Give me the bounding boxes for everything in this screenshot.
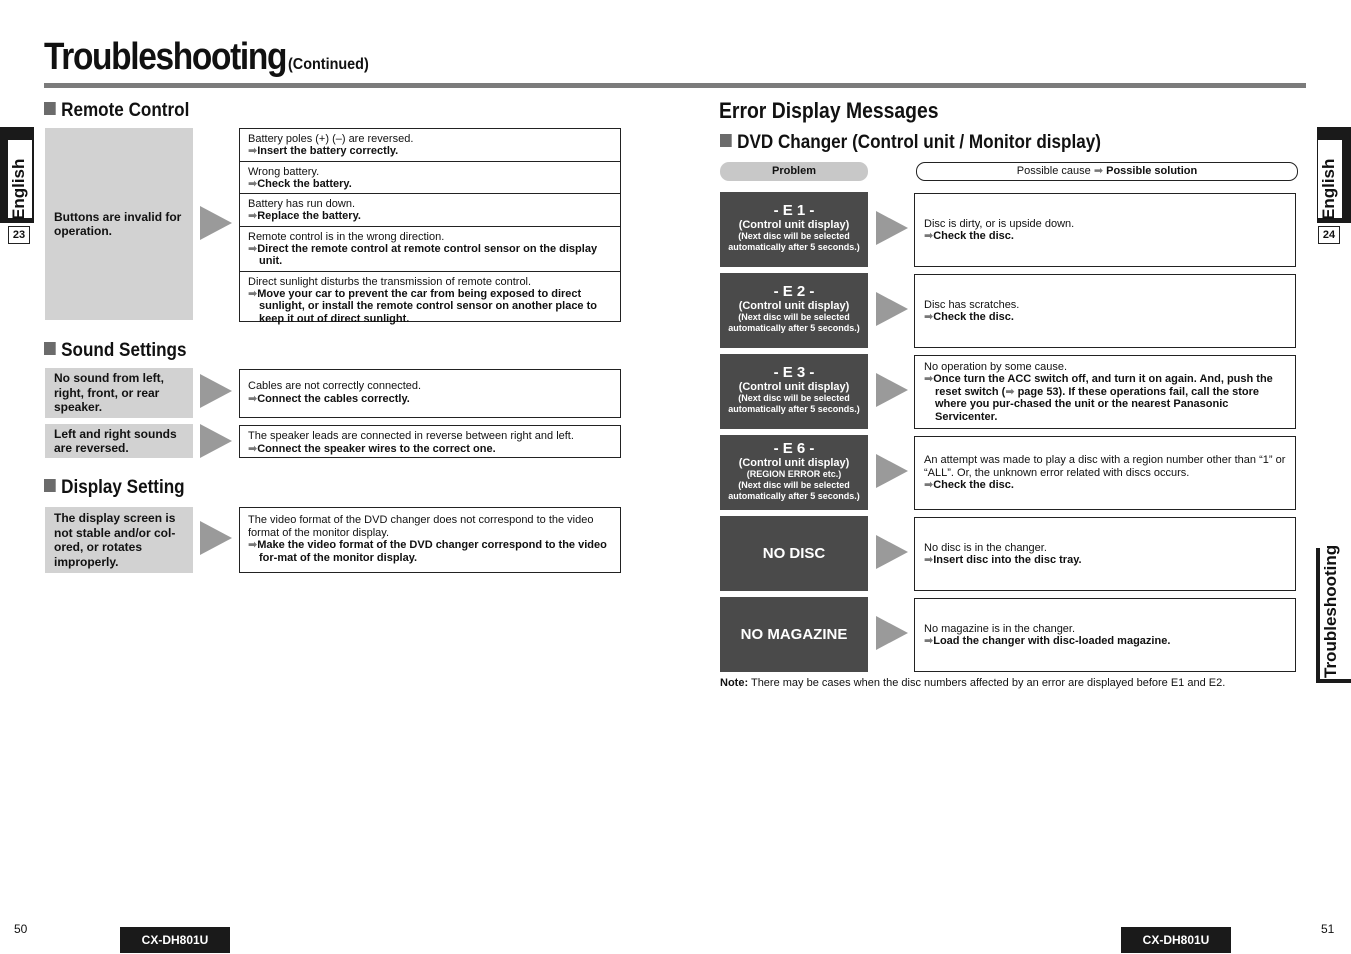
right-language-label: English [1319, 158, 1338, 220]
section-dvd-changer: DVD Changer (Control unit / Monitor display) [720, 132, 1101, 154]
arrow-right-icon [876, 535, 908, 569]
left-language-label: English [9, 158, 28, 220]
cause-solution-column-header: Possible cause ➡ Possible solution [916, 162, 1298, 181]
remote-row: Battery poles (+) (–) are reversed. ➡Insert the battery correctly. [240, 129, 620, 162]
remote-row: Direct sunlight disturbs the transmission of remote control. ➡Move your car to prevent the car from being exposed to direct sunlight, or install the remote control sensor on another place to keep it out of direct sunlight. [248, 275, 597, 325]
display-problem: The display screen is not stable and/or col-ored, or rotates improperly. [45, 507, 193, 573]
remote-row: Wrong battery. ➡Check the battery. [240, 162, 620, 195]
square-bullet-icon [44, 479, 56, 492]
error-solution-box: Disc has scratches. ➡Check the disc. [914, 274, 1296, 348]
error-code-box: - E 2 - (Control unit display) (Next disc will be selected automatically after 5 seconds.) [720, 273, 868, 348]
arrow-right-icon [200, 521, 232, 555]
error-solution-box: Disc is dirty, or is upside down. ➡Check the disc. [914, 193, 1296, 267]
sound-solution-box: Cables are not correctly connected. ➡Connect the cables correctly. [239, 369, 621, 418]
error-code-box: - E 1 - (Control unit display) (Next disc will be selected automatically after 5 seconds.) [720, 192, 868, 267]
error-code-box: - E 6 - (Control unit display) (REGION ERROR etc.) (Next disc will be selected automatically after 5 seconds.) [720, 435, 868, 510]
square-bullet-icon [720, 134, 732, 147]
display-solution-box: The video format of the DVD changer does not correspond to the video format of the monitor display. ➡Make the video format of the DVD changer correspond to the video for-mat of the monitor display. [239, 507, 621, 573]
error-solution-box: No operation by some cause. ➡Once turn the ACC switch off, and turn it on again. And, push the reset switch (➡ page 53). If these operations fail, call the store where you pur-chased the unit or the nearest Panasonic Servicenter. [914, 355, 1296, 429]
error-solution-box: An attempt was made to play a disc with a region number other than “1” or “ALL”. Or, the unknown error related with discs occurs. ➡Check the disc. [914, 436, 1296, 510]
square-bullet-icon [44, 342, 56, 355]
page-title: Troubleshooting [44, 36, 287, 78]
sound-solution-box: The speaker leads are connected in reverse between right and left. ➡Connect the speaker wires to the correct one. [239, 425, 621, 458]
error-code-box: NO DISC [720, 516, 868, 591]
arrow-right-icon [200, 206, 232, 240]
right-page-number-tab: 24 [1318, 226, 1340, 244]
title-rule [44, 83, 1306, 88]
note: Note: There may be cases when the disc numbers affected by an error are displayed before E1 and E2. [720, 677, 1226, 689]
arrow-right-icon [876, 373, 908, 407]
arrow-right-icon [200, 374, 232, 408]
model-label-right: CX-DH801U [1121, 927, 1231, 953]
right-section-bar [1316, 679, 1351, 683]
section-display-setting: Display Setting [44, 477, 185, 499]
error-solution-box: No magazine is in the changer. ➡Load the changer with disc-loaded magazine. [914, 598, 1296, 672]
sound-problem: Left and right sounds are reversed. [45, 424, 193, 458]
left-page-number: 50 [14, 922, 28, 936]
sound-problem: No sound from left, right, front, or rear speaker. [45, 368, 193, 418]
arrow-right-icon [876, 292, 908, 326]
right-section-label: Troubleshooting [1321, 544, 1340, 678]
arrow-right-icon [876, 454, 908, 488]
section-sound-settings: Sound Settings [44, 340, 186, 362]
remote-problem: Buttons are invalid for operation. [45, 128, 193, 320]
arrow-right-icon: ➡ [1093, 165, 1104, 177]
arrow-right-icon [876, 211, 908, 245]
error-solution-box: No disc is in the changer. ➡Insert disc into the disc tray. [914, 517, 1296, 591]
problem-column-header: Problem [720, 162, 868, 181]
remote-row: Battery has run down. ➡Replace the battery. [240, 194, 620, 227]
page-subtitle: (Continued) [288, 56, 369, 73]
model-label-left: CX-DH801U [120, 927, 230, 953]
remote-solutions-box [239, 128, 621, 325]
square-bullet-icon [44, 102, 56, 115]
arrow-right-icon [876, 616, 908, 650]
right-section-bar-vertical [1316, 548, 1320, 683]
right-page-number: 51 [1321, 922, 1335, 936]
error-code-box: - E 3 - (Control unit display) (Next disc will be selected automatically after 5 seconds.) [720, 354, 868, 429]
arrow-right-icon [200, 424, 232, 458]
remote-row: Remote control is in the wrong direction. ➡Direct the remote control at remote control sensor on the display unit. [240, 227, 620, 272]
section-remote-control: Remote Control [44, 100, 189, 122]
left-page-number-tab: 23 [8, 226, 30, 244]
error-messages-heading: Error Display Messages [719, 98, 939, 123]
error-code-box: NO MAGAZINE [720, 597, 868, 672]
